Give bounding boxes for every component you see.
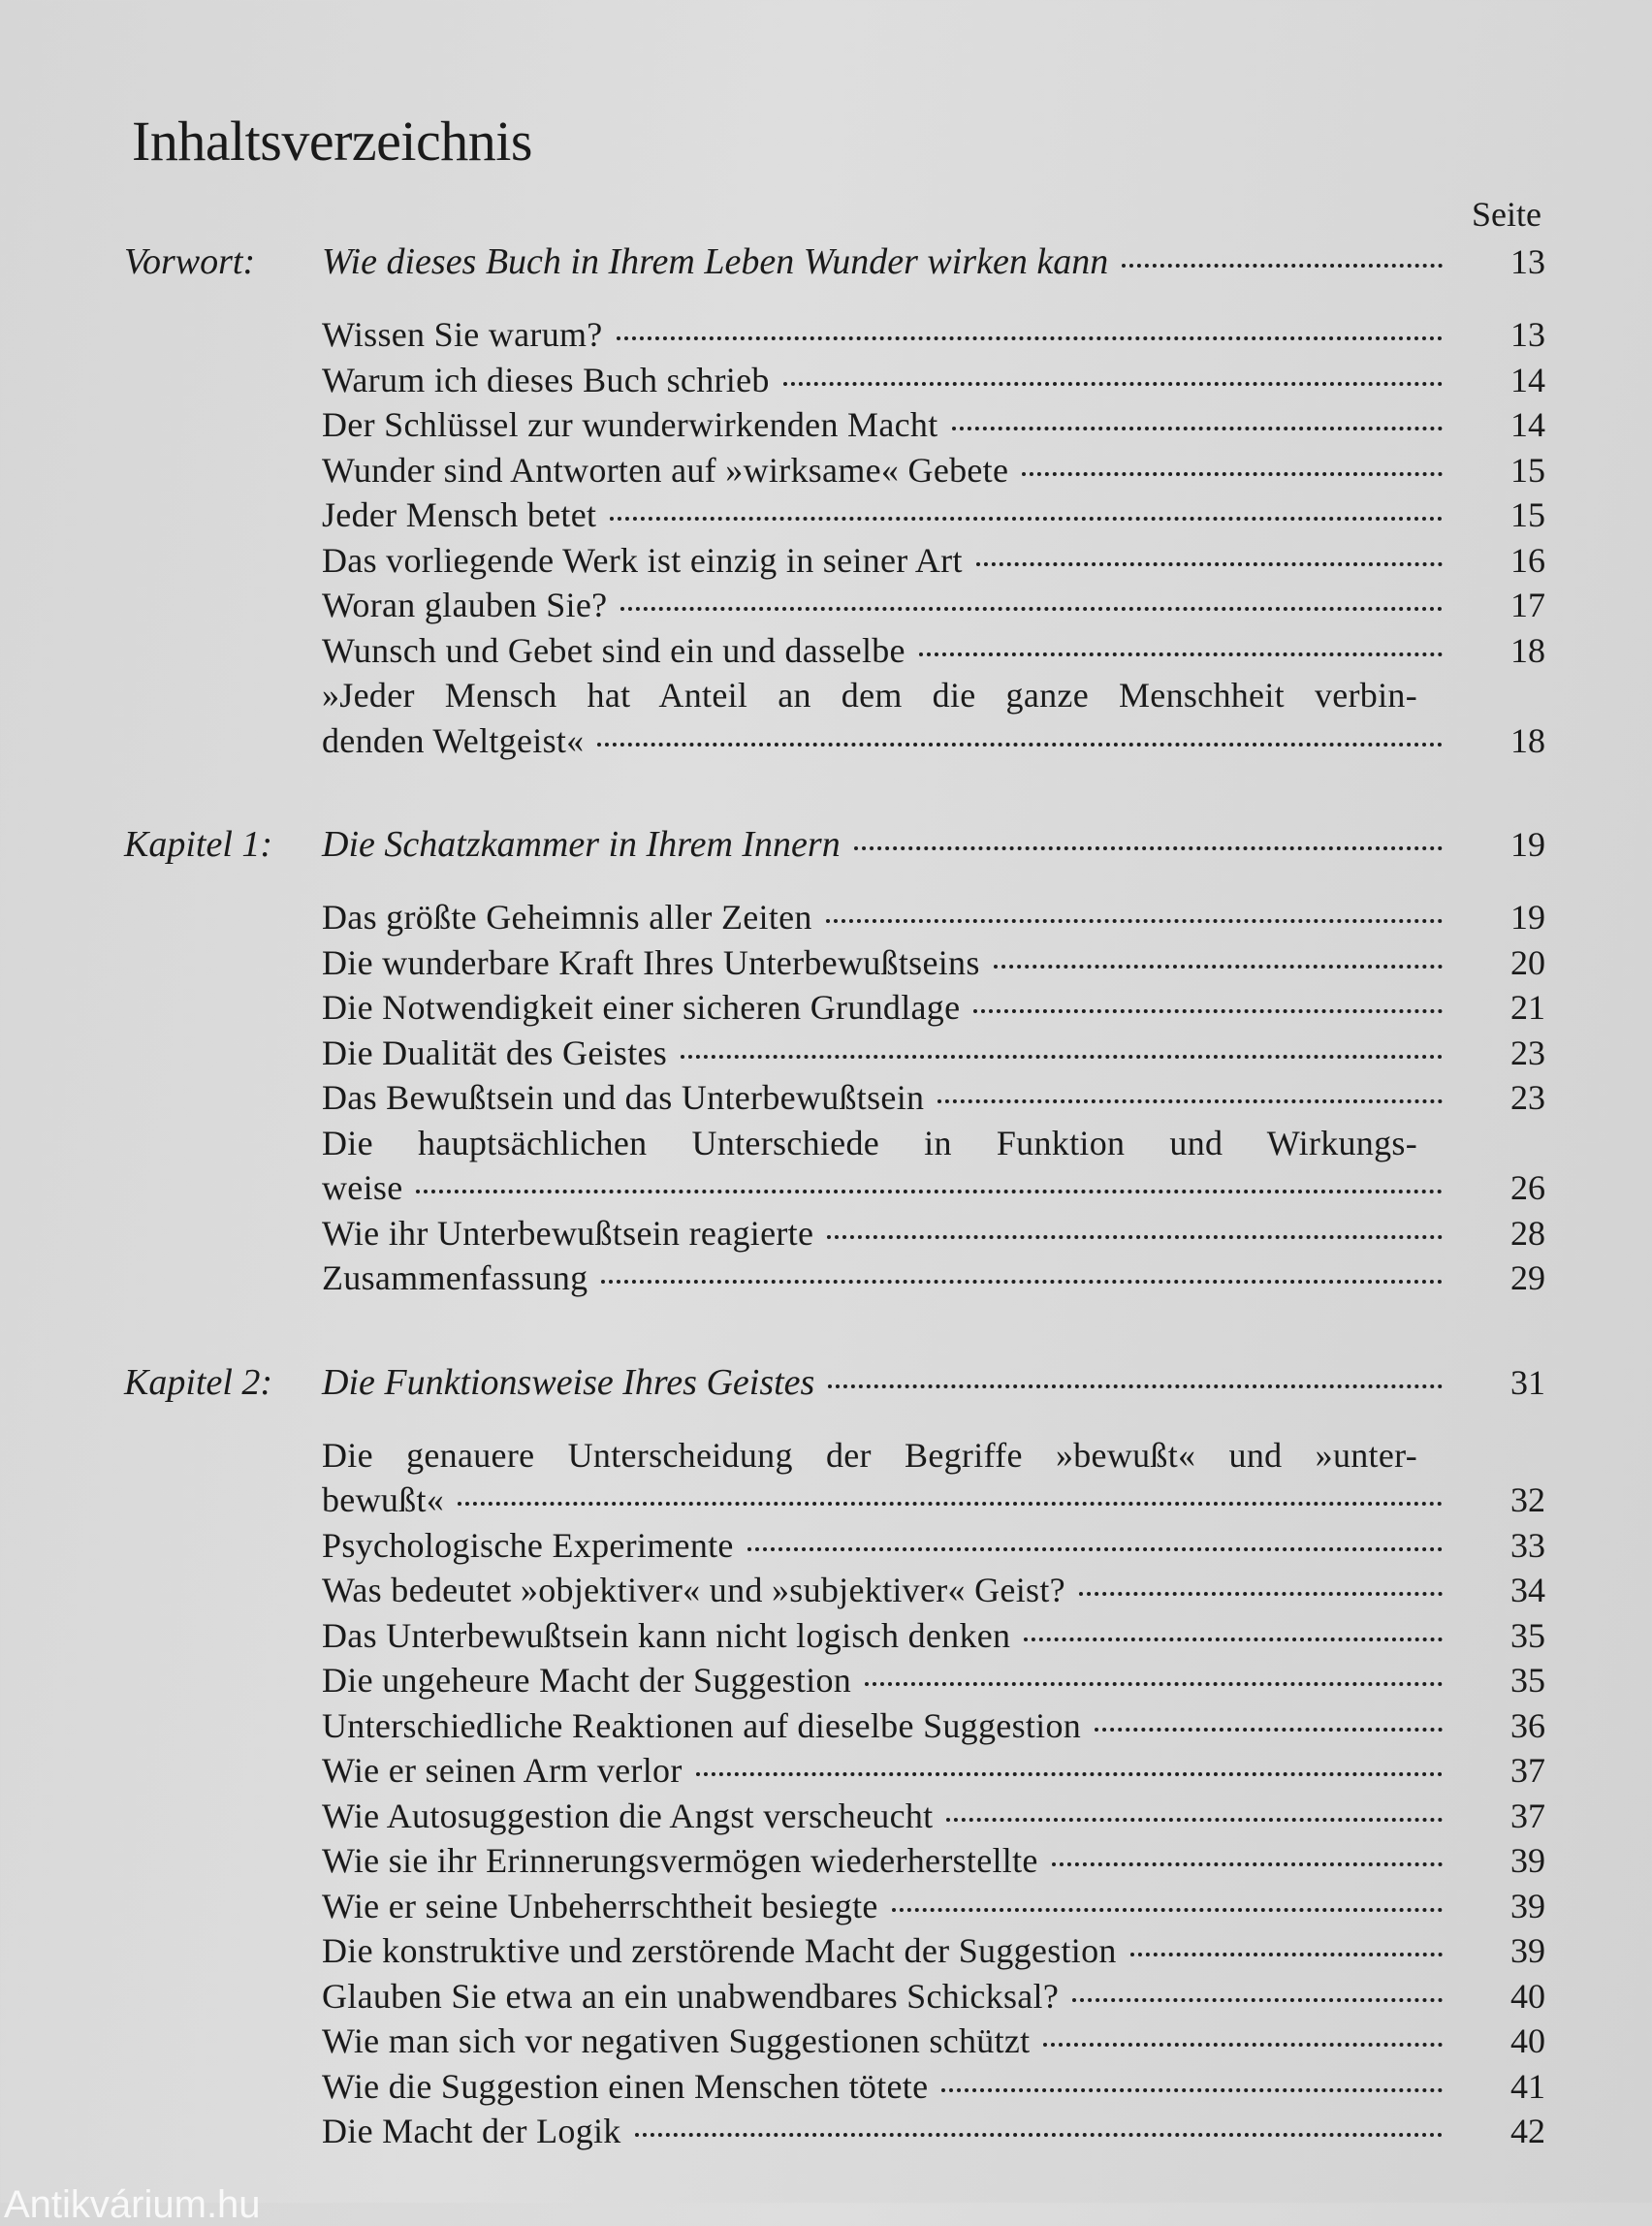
- toc-entry: [322, 1974, 1545, 2019]
- toc-entry: [322, 628, 1545, 674]
- chapter-label: Kapitel 1:: [124, 824, 273, 865]
- chapter-title: Die Schatzkammer in Ihrem Innern: [322, 824, 841, 865]
- page-number: 21: [1510, 988, 1545, 1027]
- dot-leader: [1024, 1638, 1443, 1641]
- entry-title: Zusammenfassung: [322, 1258, 588, 1297]
- entry-title: Die Notwendigkeit einer sicheren Grundlage: [322, 988, 961, 1027]
- dot-leader: [941, 2088, 1443, 2092]
- toc-entry: [322, 1075, 1545, 1121]
- dot-leader: [1043, 2043, 1443, 2047]
- page-number: 33: [1510, 1525, 1545, 1565]
- toc-entry: [322, 1658, 1545, 1703]
- page-number: 34: [1510, 1571, 1545, 1609]
- toc-entry: [322, 1613, 1545, 1659]
- page-number: 26: [1510, 1168, 1545, 1207]
- toc-entry: [322, 1121, 1545, 1211]
- entry-title: Woran glauben Sie?: [322, 586, 608, 624]
- dot-leader: [919, 652, 1443, 656]
- toc-entry: [322, 1256, 1545, 1301]
- toc-entry: [322, 1928, 1545, 1974]
- dot-leader: [946, 1818, 1443, 1822]
- dot-leader: [826, 919, 1443, 923]
- page-number: 16: [1510, 540, 1545, 580]
- page-number: 23: [1510, 1078, 1545, 1117]
- entry-title: Wissen Sie warum?: [322, 315, 603, 354]
- chapter-heading: [124, 240, 1545, 299]
- dot-leader: [681, 1055, 1443, 1059]
- toc-entry: [322, 448, 1545, 493]
- page-number: 31: [1510, 1362, 1545, 1402]
- dot-leader: [696, 1772, 1443, 1776]
- page-number: 39: [1510, 1931, 1545, 1970]
- entry-title: Wie er seinen Arm verlor: [322, 1751, 683, 1790]
- chapter-label: Kapitel 2:: [124, 1361, 273, 1403]
- toc-entry: [322, 1211, 1545, 1256]
- entry-title: Das Bewußtsein und das Unterbewußtsein: [322, 1078, 925, 1117]
- dot-leader: [865, 1682, 1443, 1686]
- chapter-heading: [124, 1361, 1545, 1419]
- chapter-section: [124, 823, 1545, 1301]
- entry-list: [124, 312, 1545, 763]
- dot-leader: [973, 1009, 1443, 1013]
- dot-leader: [617, 336, 1443, 340]
- entry-title-line1: Die hauptsächlichen Unterschiede in Funktion und Wirkungs-: [322, 1123, 1417, 1162]
- entry-row: [322, 1478, 1545, 1523]
- dot-leader: [747, 1547, 1443, 1551]
- entry-row: [322, 718, 1545, 764]
- entry-title: Die Dualität des Geistes: [322, 1033, 668, 1072]
- entry-title: Die ungeheure Macht der Suggestion: [322, 1661, 852, 1700]
- page-number: 37: [1510, 1796, 1545, 1835]
- dot-leader: [783, 382, 1443, 386]
- entry-title-line2: bewußt«: [322, 1480, 445, 1519]
- entry-title: Warum ich dieses Buch schrieb: [322, 360, 770, 399]
- dot-leader: [828, 1384, 1443, 1388]
- toc-entry: [322, 2109, 1545, 2154]
- page-number: 15: [1510, 450, 1545, 490]
- page-number: 36: [1510, 1705, 1545, 1745]
- entry-title: Unterschiedliche Reaktionen auf dieselbe Suggestion: [322, 1705, 1082, 1745]
- dot-leader: [892, 1908, 1443, 1912]
- page-number: 13: [1510, 242, 1545, 281]
- chapter-label: Vorwort:: [124, 241, 256, 282]
- watermark: Antikvárium.hu: [4, 2183, 261, 2226]
- entry-title: Das größte Geheimnis aller Zeiten: [322, 898, 812, 937]
- toc-entry: [322, 985, 1545, 1031]
- chapter-section: [124, 1361, 1545, 2154]
- dot-leader: [827, 1235, 1443, 1239]
- dot-leader: [854, 846, 1443, 850]
- entry-title: Glauben Sie etwa an ein unabwendbares Schicksal?: [322, 1976, 1060, 2016]
- entry-title: Wie sie ihr Erinnerungsvermögen wiederherstellte: [322, 1841, 1038, 1880]
- page-number: 39: [1510, 1841, 1545, 1880]
- entry-title: Wie man sich vor negativen Suggestionen schützt: [322, 2021, 1031, 2060]
- dot-leader: [620, 607, 1443, 611]
- page-number: 20: [1510, 942, 1545, 982]
- toc-entry: [322, 1838, 1545, 1884]
- page-number: 35: [1510, 1615, 1545, 1655]
- page-number: 18: [1510, 720, 1545, 760]
- page-number: 13: [1510, 315, 1545, 354]
- entry-title-line1: »Jeder Mensch hat Anteil an dem die ganze Menschheit verbin-: [322, 676, 1417, 715]
- entry-title-line1: Die genauere Unterscheidung der Begriffe »bewußt« und »unter-: [322, 1435, 1417, 1475]
- toc-entry: [322, 1748, 1545, 1794]
- toc-entry: [322, 402, 1545, 448]
- page-number: 37: [1510, 1751, 1545, 1790]
- dot-leader: [976, 562, 1443, 566]
- page-number: 40: [1510, 1976, 1545, 2016]
- table-of-contents: [124, 240, 1545, 2214]
- entry-list: [124, 895, 1545, 1301]
- page-number: 14: [1510, 360, 1545, 399]
- dot-leader: [635, 2133, 1443, 2137]
- chapter-title: Wie dieses Buch in Ihrem Leben Wunder wirken kann: [322, 241, 1109, 282]
- entry-row: [322, 1165, 1545, 1211]
- page-number: 14: [1510, 405, 1545, 444]
- entry-title: Psychologische Experimente: [322, 1525, 734, 1565]
- toc-entry: [322, 1031, 1545, 1076]
- page-number: 29: [1510, 1258, 1545, 1297]
- toc-entry: [322, 2019, 1545, 2064]
- toc-entry: [322, 1703, 1545, 1749]
- entry-title: Wie Autosuggestion die Angst verscheucht: [322, 1796, 934, 1835]
- chapter-section: [124, 240, 1545, 763]
- dot-leader: [952, 427, 1443, 430]
- entry-title: Der Schlüssel zur wunderwirkenden Macht: [322, 405, 938, 444]
- entry-list: [124, 1433, 1545, 2154]
- toc-entry: [322, 1884, 1545, 1929]
- toc-entry: [322, 1523, 1545, 1569]
- chapter-heading: [124, 823, 1545, 881]
- toc-entry: [322, 1433, 1545, 1523]
- entry-title: Wunsch und Gebet sind ein und dasselbe: [322, 630, 905, 670]
- page-number: 28: [1510, 1213, 1545, 1253]
- entry-title: Wunder sind Antworten auf »wirksame« Gebete: [322, 450, 1009, 490]
- toc-entry: [322, 583, 1545, 628]
- page-number: 32: [1510, 1480, 1545, 1519]
- toc-entry: [322, 493, 1545, 538]
- page-number: 18: [1510, 630, 1545, 670]
- entry-title: Die konstruktive und zerstörende Macht der Suggestion: [322, 1931, 1117, 1970]
- entry-title: Das vorliegende Werk ist einzig in seiner Art: [322, 540, 963, 580]
- toc-entry: [322, 358, 1545, 403]
- toc-entry: [322, 1794, 1545, 1839]
- dot-leader: [1095, 1728, 1443, 1732]
- page-number: 40: [1510, 2021, 1545, 2060]
- dot-leader: [458, 1502, 1443, 1506]
- dot-leader: [1052, 1862, 1443, 1866]
- toc-entry: [322, 1568, 1545, 1613]
- page-number: 41: [1510, 2066, 1545, 2106]
- entry-title-line2: weise: [322, 1168, 403, 1207]
- dot-leader: [1079, 1592, 1443, 1596]
- page-number: 19: [1510, 825, 1545, 864]
- toc-entry: [322, 2064, 1545, 2110]
- page-number: 23: [1510, 1033, 1545, 1072]
- dot-leader: [1022, 472, 1443, 476]
- entry-title: Wie er seine Unbeherrschtheit besiegte: [322, 1886, 878, 1925]
- dot-leader: [1122, 264, 1443, 268]
- toc-entry: [322, 940, 1545, 986]
- dot-leader: [937, 1099, 1443, 1103]
- page-title: Inhaltsverzeichnis: [132, 110, 532, 173]
- dot-leader: [994, 965, 1443, 969]
- dot-leader: [597, 743, 1443, 747]
- entry-title: Das Unterbewußtsein kann nicht logisch denken: [322, 1615, 1011, 1655]
- page-number: 39: [1510, 1886, 1545, 1925]
- dot-leader: [1072, 1998, 1443, 2002]
- toc-entry: [322, 312, 1545, 358]
- page-number: 17: [1510, 586, 1545, 624]
- page-number: 19: [1510, 898, 1545, 937]
- dot-leader: [1130, 1953, 1443, 1956]
- toc-entry: [322, 673, 1545, 763]
- entry-title: Was bedeutet »objektiver« und »subjektiver« Geist?: [322, 1571, 1065, 1609]
- entry-title: Die wunderbare Kraft Ihres Unterbewußtseins: [322, 942, 980, 982]
- dot-leader: [601, 1280, 1443, 1284]
- entry-title: Die Macht der Logik: [322, 2112, 621, 2150]
- entry-title: Wie ihr Unterbewußtsein reagierte: [322, 1213, 814, 1253]
- toc-entry: [322, 538, 1545, 584]
- page-column-header: Seite: [1472, 195, 1541, 234]
- entry-title-line2: denden Weltgeist«: [322, 720, 585, 760]
- entry-title: Wie die Suggestion einen Menschen tötete: [322, 2066, 929, 2106]
- page-number: 15: [1510, 495, 1545, 534]
- page-number: 42: [1510, 2112, 1545, 2150]
- chapter-title: Die Funktionsweise Ihres Geistes: [322, 1361, 815, 1403]
- dot-leader: [610, 517, 1443, 521]
- page-number: 35: [1510, 1661, 1545, 1700]
- toc-entry: [322, 895, 1545, 940]
- entry-title: Jeder Mensch betet: [322, 495, 597, 534]
- dot-leader: [416, 1190, 1443, 1193]
